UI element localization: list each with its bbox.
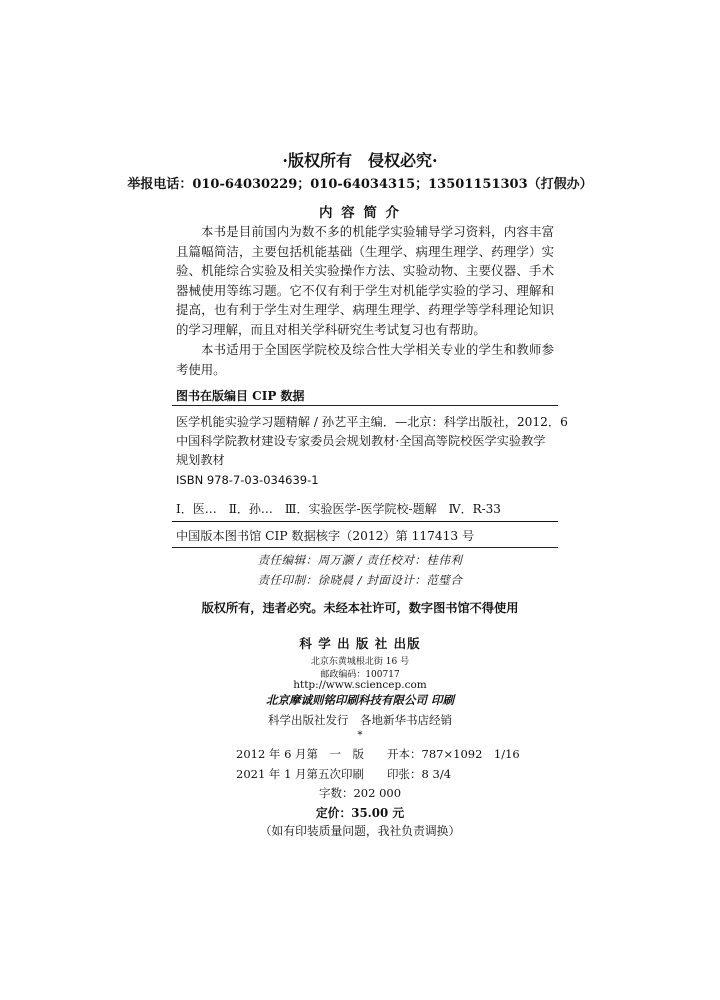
isbn: ISBN 978-7-03-034639-1: [176, 473, 319, 487]
copyright-heading: ·版权所有 侵权必究·: [282, 151, 438, 170]
cip-registry: 中国版本图书馆 CIP 数据核字（2012）第 117413 号: [176, 529, 475, 543]
report-phone: 举报电话：010-64030229；010-64034315；13501151303（打假办）: [127, 177, 593, 192]
copyright-notice: 版权所有，违者必究。未经本社许可，数字图书馆不得使用: [201, 601, 519, 615]
credits-editor: 责任编辑：周万灏 / 责任校对：桂伟利: [257, 553, 463, 567]
summary-title: 内 容 简 介: [318, 205, 402, 221]
cip-top-rule: [172, 405, 558, 406]
edition-line: 2012 年 6 月第 一 版 开本：787×1092 1/16: [236, 747, 520, 761]
printing-line: 2021 年 1 月第五次印刷 印张：8 3/4: [236, 767, 452, 781]
cip-registry-rule: [172, 547, 558, 548]
cip-bottom-rule: [172, 521, 558, 522]
cip-heading: 图书在版编目 CIP 数据: [176, 389, 305, 403]
summary-paragraph-2: 本书适用于全国医学院校及综合性大学相关专业的学生和教师参考使用。: [176, 342, 554, 377]
publisher-url: http://www.sciencep.com: [293, 679, 427, 691]
summary-paragraph-1: 本书是目前国内为数不多的机能学实验辅导学习资料，内容丰富且篇幅简洁，主要包括机能基础（生理学、病理生理学、药理学）实验、机能综合实验及相关实验操作方法、实验动物、主要仪器、手术器械使用等练习题。它不仅有利于学生对机能学实验的学习、理解和提高，也有利于学生对生理学、病理生理学、药理学等学科理论知识的学习理解，而且对相关学科研究生考试复习也有帮助。: [176, 224, 554, 337]
cip-series-line-2: 规划教材: [176, 453, 225, 467]
cip-series-line: 中国科学院教材建设专家委员会规划教材·全国高等院校医学实验教学: [176, 434, 546, 448]
distribution: 科学出版社发行 各地新华书店经销: [268, 713, 452, 727]
credits-printing: 责任印制：徐晓晨 / 封面设计：范璧合: [257, 573, 463, 587]
printer-name: 北京摩诚则铭印刷科技有限公司 印刷: [265, 693, 454, 707]
word-count: 字数：202 000: [318, 786, 402, 800]
cip-classification: Ⅰ．医… Ⅱ．孙… Ⅲ．实验医学-医学院校-题解 Ⅳ．R-33: [176, 502, 501, 516]
price: 定价：35.00 元: [315, 806, 405, 820]
separator-star: *: [357, 730, 363, 741]
publisher-name: 科 学 出 版 社 出版: [299, 636, 421, 651]
cip-title-line: 医学机能实验学习题精解 / 孙艺平主编．—北京：科学出版社，2012．6: [176, 415, 568, 429]
quality-notice: （如有印装质量问题，我社负责调换）: [259, 824, 461, 838]
publisher-address: 北京东黄城根北街 16 号: [310, 657, 410, 667]
publisher-postcode: 邮政编码：100717: [320, 670, 400, 680]
